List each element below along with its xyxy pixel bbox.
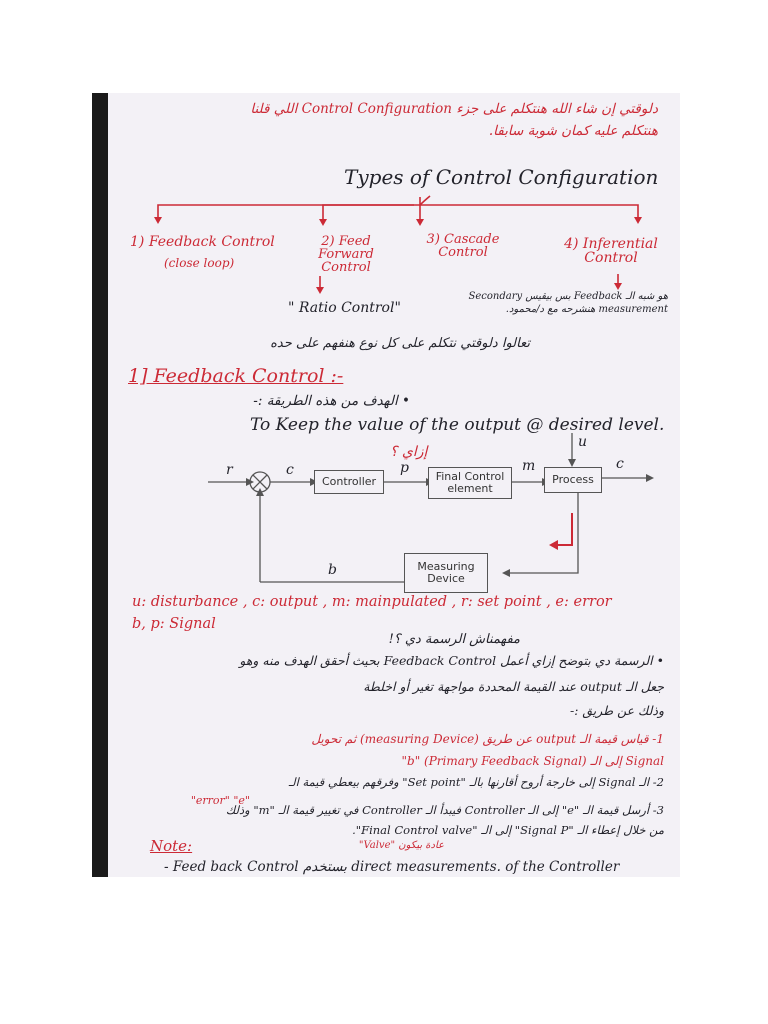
legend-line-2: b, p: Signal xyxy=(132,616,216,632)
section-1-heading: 1] Feedback Control :- xyxy=(128,365,344,387)
process-block: Process xyxy=(544,467,602,493)
intro-line-1: دلوقتي إن شاء الله هنتكلم على جزء Control Configuration اللي قلنا xyxy=(250,101,658,117)
step-1a: 1- قياس قيمة الـ output عن طريق (measuring Device) ثم تحويل xyxy=(311,732,664,746)
note-line: - Feed back Control بستخدم direct measurements. of the Controller xyxy=(164,859,620,875)
lets-talk-line: تعالوا دلوقتي نتكلم على كل نوع هنفهم على حده xyxy=(270,336,530,351)
type-2-label: 2) Feed Forward Control xyxy=(318,234,374,275)
signal-c-error: c xyxy=(286,462,294,478)
explanation-line-1: • الرسمة دي بتوضح إزاي أعمل Feedback Control بحيث أحقق الهدف منه وهو xyxy=(239,653,664,668)
type-4-label: 4) Inferential Control xyxy=(564,236,658,266)
step-3a: 3- أرسل قيمة الـ "e" إلى الـ Controller فيبدأ الـ Controller في تغيير قيمة الـ "m" وذلك xyxy=(225,803,664,817)
step-3b: من خلال إعطاء الـ "Signal P" إلى الـ "Final Control valve". xyxy=(352,823,664,837)
controller-block: Controller xyxy=(314,470,384,494)
meaning-question: مفهمناش الرسمة دي ؟! xyxy=(388,632,520,647)
main-title: Types of Control Configuration xyxy=(344,165,659,189)
signal-p: p xyxy=(400,460,409,476)
signal-c-output: c xyxy=(616,456,624,472)
step-3c: "Valve" عادة بيكون xyxy=(358,840,444,851)
how-label: إزاي ؟ xyxy=(390,444,428,460)
signal-m: m xyxy=(522,458,536,474)
note-label: Note: xyxy=(150,837,193,855)
notebook-page xyxy=(108,93,680,877)
type-3-label: 3) Cascade Control xyxy=(426,232,500,260)
step-2b: "error" "e" xyxy=(190,794,250,807)
final-control-element-block: Final Control element xyxy=(428,467,512,499)
type-1-label: 1) Feedback Control xyxy=(130,234,275,250)
goal-arabic: • الهدف من هذه الطريقة :- xyxy=(253,393,410,409)
notebook-binding xyxy=(92,93,108,877)
legend-line-1: u: disturbance , c: output , m: mainpulated , r: set point , e: error xyxy=(132,594,612,610)
goal-english: To Keep the value of the output @ desired level. xyxy=(250,415,665,435)
signal-u: u xyxy=(578,434,588,450)
explanation-line-2: جعل الـ output عند القيمة المحددة مواجهة تغير أو اخلطة xyxy=(363,679,664,694)
type-1-sub: (close loop) xyxy=(164,256,235,270)
type-4-sub: هو شبه الـ Feedback بس بيقيس Secondary measurement هنشرحه مع د/محمود. xyxy=(468,291,668,315)
signal-b: b xyxy=(328,562,337,578)
signal-r: r xyxy=(226,462,233,478)
step-2a: 2- الـ Signal إلى خارجة أروح أقارنها بالـ "Set point" وفرقهم بيعطي قيمة الـ xyxy=(288,775,664,789)
step-1b: "b" (Primary Feedback Signal) إلى الـ Signal xyxy=(401,754,664,768)
measuring-device-block: Measuring Device xyxy=(404,553,488,593)
type-2-sub: " Ratio Control" xyxy=(288,300,401,316)
intro-line-2: هنتكلم عليه كمان شوية سابقا. xyxy=(488,123,658,139)
explanation-line-3: وذلك عن طريق :- xyxy=(569,703,664,718)
